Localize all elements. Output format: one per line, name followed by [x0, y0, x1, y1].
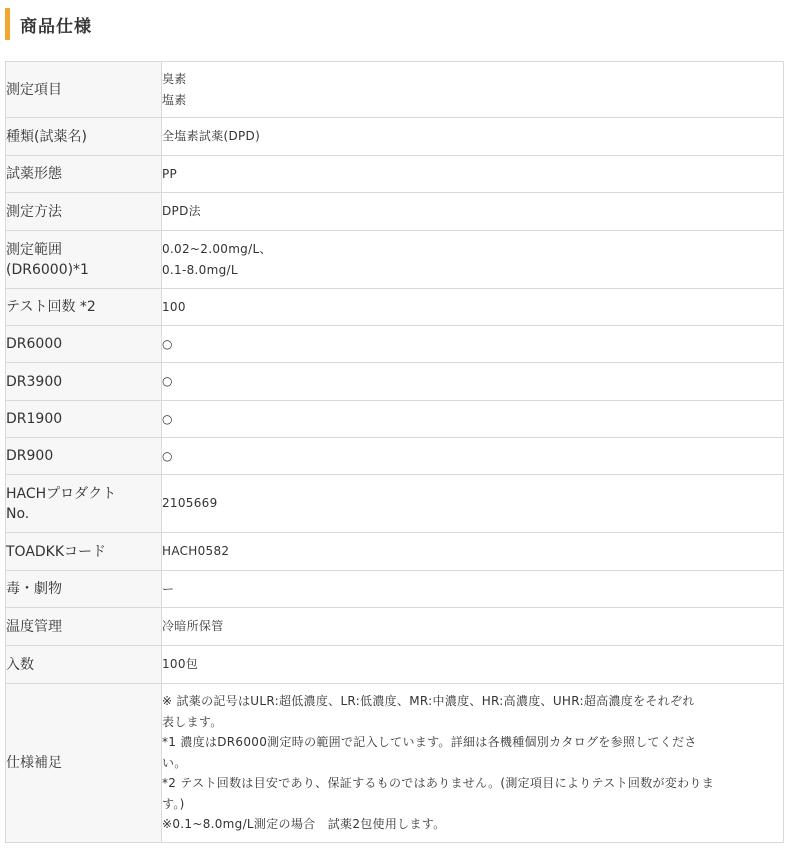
table-row	[6, 363, 784, 401]
spec-value: ※0.1~8.0mg/L測定の場合 試薬2包使用します。	[162, 817, 446, 832]
spec-label: 入数	[6, 656, 34, 673]
spec-label-cell	[6, 62, 162, 118]
spec-value: 冷暗所保管	[162, 619, 224, 634]
spec-value: ー	[162, 581, 175, 596]
spec-label-cell	[6, 533, 162, 571]
spec-value-cell	[162, 156, 784, 193]
spec-value-cell	[162, 326, 784, 363]
spec-label: テスト回数 *2	[6, 299, 96, 315]
spec-label-cell	[6, 289, 162, 326]
table-row	[6, 438, 784, 475]
spec-value-cell	[162, 62, 784, 118]
spec-label: 測定方法	[6, 203, 62, 220]
spec-value-cell	[162, 571, 784, 608]
spec-value: 100	[162, 299, 186, 314]
spec-label: 仕様補足	[6, 755, 62, 771]
section-title: 商品仕様	[20, 16, 92, 37]
spec-label: DR6000	[6, 336, 63, 352]
spec-label: HACHプロダクト	[6, 485, 117, 502]
spec-value-cell	[162, 608, 784, 646]
spec-value: 塩素	[162, 92, 187, 107]
spec-value-cell	[162, 438, 784, 475]
table-row	[6, 684, 784, 843]
spec-value: ○	[162, 336, 173, 351]
spec-value: 全塩素試薬(DPD)	[162, 129, 261, 144]
spec-label: DR3900	[6, 373, 63, 390]
spec-value: 表します。	[162, 714, 223, 729]
table-row	[6, 326, 784, 363]
spec-value-cell	[162, 684, 784, 843]
spec-value: PP	[162, 166, 178, 181]
spec-label: DR1900	[6, 411, 63, 427]
table-row	[6, 571, 784, 608]
spec-value: 100包	[162, 657, 199, 672]
spec-label-cell	[6, 475, 162, 533]
spec-label-cell	[6, 326, 162, 363]
section-header	[5, 8, 92, 40]
spec-value-cell	[162, 475, 784, 533]
table-row	[6, 608, 784, 646]
spec-label: (DR6000)*1	[6, 261, 89, 278]
spec-label-cell	[6, 193, 162, 231]
spec-table	[5, 61, 784, 843]
spec-label-cell	[6, 363, 162, 401]
table-row	[6, 533, 784, 571]
table-row	[6, 475, 784, 533]
spec-label: DR900	[6, 448, 54, 464]
spec-value-cell	[162, 118, 784, 156]
spec-value: 臭素	[162, 72, 187, 86]
table-row	[6, 646, 784, 684]
spec-value: HACH0582	[162, 544, 230, 559]
spec-label: 試薬形態	[6, 166, 62, 182]
table-row	[6, 118, 784, 156]
spec-value-cell	[162, 363, 784, 401]
table-row	[6, 231, 784, 289]
spec-label: TOADKKコード	[6, 543, 107, 560]
spec-label-cell	[6, 571, 162, 608]
spec-value: す。)	[162, 796, 185, 811]
spec-label: 測定項目	[6, 81, 62, 98]
spec-value: 0.1-8.0mg/L	[162, 262, 238, 277]
spec-value: DPD法	[162, 204, 201, 219]
spec-value: ○	[162, 448, 173, 463]
spec-label: No.	[6, 505, 30, 522]
spec-label-cell	[6, 118, 162, 156]
table-row	[6, 289, 784, 326]
spec-label-cell	[6, 608, 162, 646]
spec-value-cell	[162, 231, 784, 289]
spec-value-cell	[162, 646, 784, 684]
table-row	[6, 401, 784, 438]
spec-label-cell	[6, 156, 162, 193]
spec-value: い。	[162, 755, 187, 770]
spec-label-cell	[6, 401, 162, 438]
spec-value: ※ 試薬の記号はULR:超低濃度、LR:低濃度、MR:中濃度、HR:高濃度、UHR:超高濃度をそれぞれ	[162, 694, 695, 709]
table-row	[6, 156, 784, 193]
spec-value: *1 濃度はDR6000測定時の範囲で記入しています。詳細は各機種個別カタログを参照してくださ	[162, 735, 697, 750]
spec-label: 毒・劇物	[6, 581, 62, 597]
spec-value-cell	[162, 533, 784, 571]
spec-value: 2105669	[162, 496, 218, 511]
spec-label-cell	[6, 231, 162, 289]
spec-value-cell	[162, 289, 784, 326]
spec-value: ○	[162, 374, 173, 389]
table-row	[6, 62, 784, 118]
title-accent-bar	[5, 8, 10, 40]
spec-label-cell	[6, 684, 162, 843]
spec-value-cell	[162, 193, 784, 231]
spec-label: 測定範囲	[6, 241, 62, 258]
table-row	[6, 193, 784, 231]
spec-label-cell	[6, 438, 162, 475]
spec-value: *2 テスト回数は目安であり、保証するものではありません。(測定項目によりテスト回数が変わりま	[162, 776, 714, 791]
spec-label-cell	[6, 646, 162, 684]
spec-value: 0.02~2.00mg/L、	[162, 242, 272, 256]
spec-value-cell	[162, 401, 784, 438]
spec-label: 種類(試薬名)	[6, 128, 87, 145]
spec-label: 温度管理	[6, 618, 62, 635]
spec-value: ○	[162, 411, 173, 426]
